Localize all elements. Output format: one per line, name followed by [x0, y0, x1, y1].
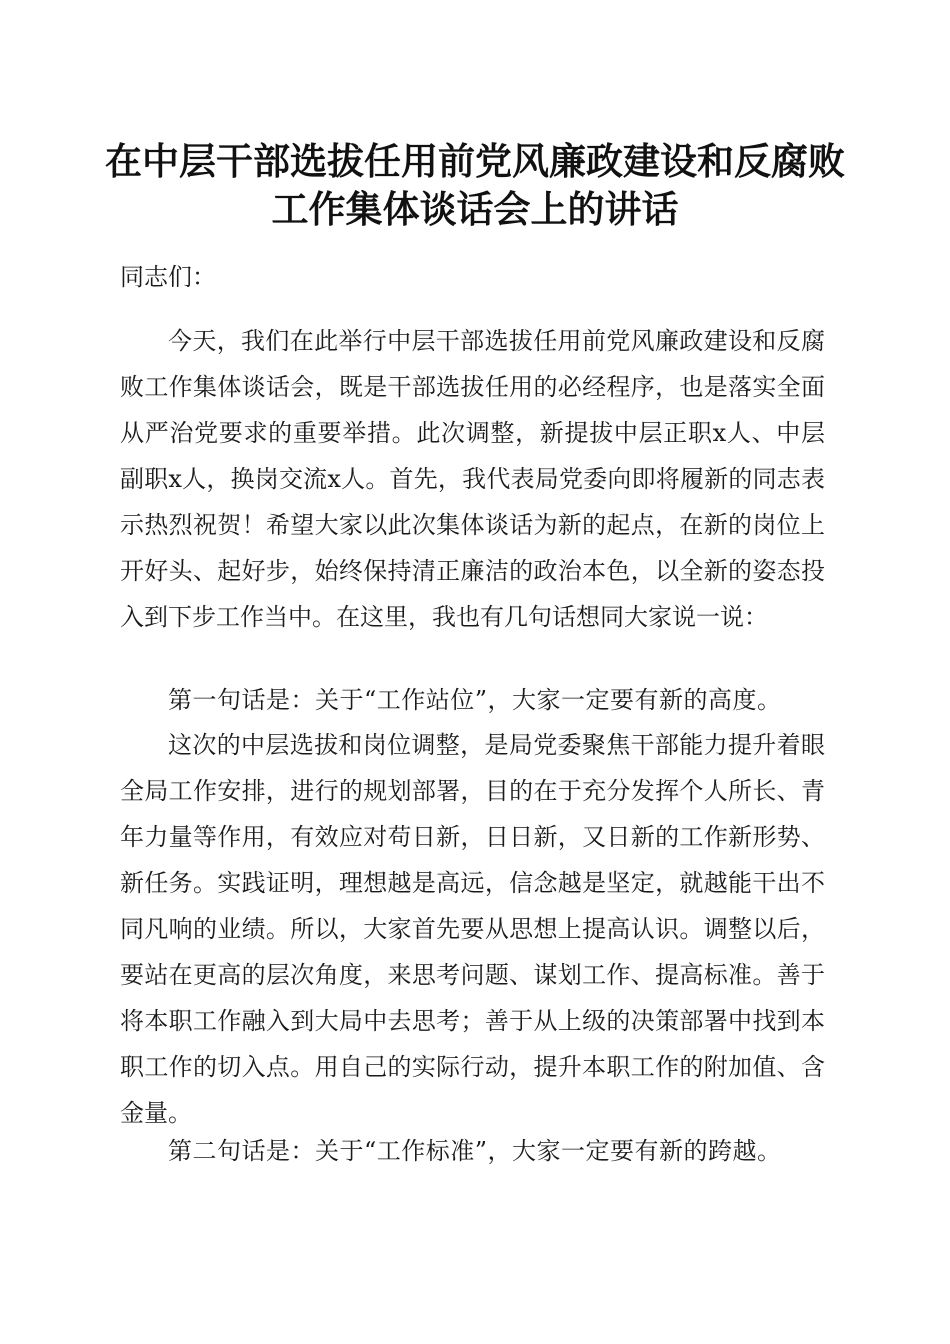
section-heading-2: 第二句话是：关于“工作标准”，大家一定要有新的跨越。 — [168, 1137, 782, 1165]
section-heading-1: 第一句话是：关于“工作站位”，大家一定要有新的高度。 — [168, 686, 782, 714]
greeting: 同志们： — [120, 263, 216, 291]
paragraph-intro: 今天，我们在此举行中层干部选拔任用前党风廉政建设和反腐败工作集体谈话会，既是干部选拔任用的必经程序，也是落实全面从严治党要求的重要举措。此次调整，新提拔中层正职x人、中层副职x人，换岗交流x人。首先，我代表局党委向即将履新的同志表示热烈祝贺！希望大家以此次集体谈话为新的起点，在新的岗位上开好头、起好步，始终保持清正廉洁的政治本色，以全新的姿态投入到下步工作当中。在这里，我也有几句话想同大家说一说： — [120, 327, 825, 631]
paragraph-work-position: 这次的中层选拔和岗位调整，是局党委聚焦干部能力提升着眼全局工作安排，进行的规划部署，目的在于充分发挥个人所长、青年力量等作用，有效应对苟日新，日日新，又日新的工作新形势、新任务。实践证明，理想越是高远，信念越是坚定，就越能干出不同凡响的业绩。所以，大家首先要从思想上提高认识。调整以后，要站在更高的层次角度，来思考问题、谋划工作、提高标准。善于将本职工作融入到大局中去思考；善于从上级的决策部署中找到本职工作的切入点。用自己的实际行动，提升本职工作的附加值、含金量。 — [120, 731, 825, 1127]
document-title-line-2: 工作集体谈话会上的讲话 — [271, 187, 679, 231]
document-title-line-1: 在中层干部选拔任用前党风廉政建设和反腐败 — [105, 139, 845, 183]
